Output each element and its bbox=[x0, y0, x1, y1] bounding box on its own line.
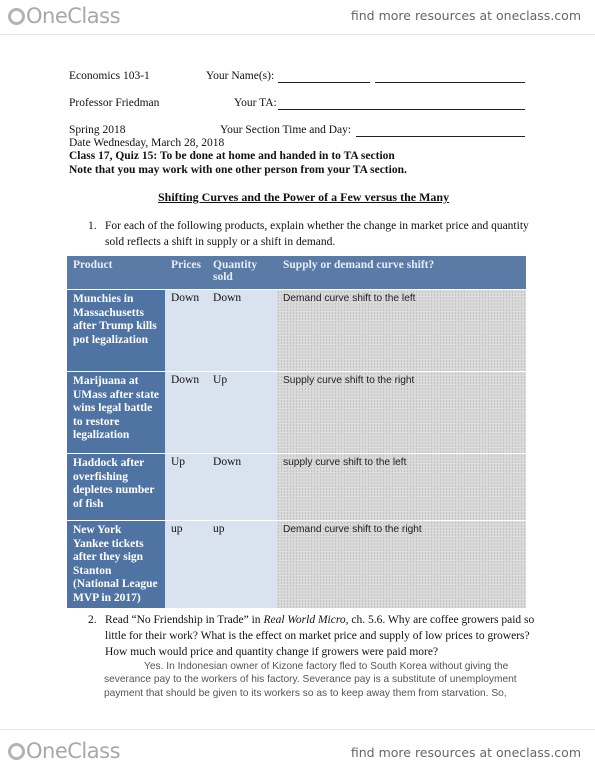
question-2-text bbox=[105, 612, 535, 660]
product-shift-table bbox=[67, 256, 526, 609]
bottom-banner bbox=[0, 729, 595, 770]
find-more-resources-link[interactable]: find more resources at oneclass.com bbox=[350, 8, 581, 23]
prices-cell: up bbox=[165, 521, 207, 609]
question-2-answer: Yes. In Indonesian owner of Kizone factory fled to South Korea without giving the severance pay to the workers of his factory. Severance pay is a substitute of unemployment payment that should be given to its workers so as to keep away them from starvation. So, bbox=[104, 661, 517, 699]
shift-answer-cell[interactable]: Supply curve shift to the right bbox=[277, 372, 526, 454]
table-row bbox=[67, 290, 526, 372]
course-name: Economics 103-1 bbox=[69, 70, 150, 82]
ta-label: Your TA: bbox=[234, 97, 277, 109]
table-row bbox=[67, 372, 526, 454]
date-line: Date Wednesday, March 28, 2018 bbox=[69, 137, 225, 149]
prices-cell: Up bbox=[165, 454, 207, 521]
name-blank-1[interactable] bbox=[278, 82, 370, 83]
shift-answer-cell[interactable]: Demand curve shift to the left bbox=[277, 290, 526, 372]
header-quantity-sold: Quantity sold bbox=[207, 256, 277, 290]
question-2-text-before: Read “No Friendship in Trade” in bbox=[105, 614, 264, 626]
shift-answer-cell[interactable]: supply curve shift to the left bbox=[277, 454, 526, 521]
worksheet-title: Shifting Curves and the Power of a Few versus the Many bbox=[158, 190, 450, 204]
top-banner bbox=[0, 0, 595, 35]
oneclass-logo[interactable] bbox=[8, 4, 120, 28]
product-cell: Haddock after overfishing depletes number of fish bbox=[67, 454, 165, 521]
shift-answer-cell[interactable]: Demand curve shift to the right bbox=[277, 521, 526, 609]
logo-text: OneClass bbox=[26, 739, 121, 763]
find-more-resources-link-bottom[interactable]: find more resources at oneclass.com bbox=[350, 745, 581, 760]
table-header-row bbox=[67, 256, 526, 290]
name-blank-2[interactable] bbox=[375, 82, 525, 83]
name-label: Your Name(s): bbox=[206, 70, 275, 82]
professor-name: Professor Friedman bbox=[69, 97, 160, 109]
quantity-cell: Up bbox=[207, 372, 277, 454]
logo-text: OneClass bbox=[26, 4, 121, 28]
question-1-text: For each of the following products, explain whether the change in market price and quantity sold reflects a shift in supply or a shift in demand. bbox=[105, 220, 529, 248]
section-blank[interactable] bbox=[356, 136, 525, 137]
oneclass-logo-bottom[interactable] bbox=[8, 739, 120, 763]
table-row bbox=[67, 521, 526, 609]
product-cell: Munchies in Massachusetts after Trump kills pot legalization bbox=[67, 290, 165, 372]
ta-blank[interactable] bbox=[278, 109, 525, 110]
header-prices: Prices bbox=[165, 256, 207, 290]
term: Spring 2018 bbox=[69, 124, 126, 136]
oneclass-logo-icon bbox=[8, 743, 25, 760]
question-1-number: 1. bbox=[88, 220, 97, 232]
quantity-cell: up bbox=[207, 521, 277, 609]
quantity-cell: Down bbox=[207, 454, 277, 521]
note-line: Note that you may work with one other person from your TA section. bbox=[69, 164, 407, 176]
oneclass-logo-icon bbox=[8, 8, 25, 25]
product-cell: New York Yankee tickets after they sign Stanton (National League MVP in 2017) bbox=[67, 521, 165, 609]
section-label: Your Section Time and Day: bbox=[220, 124, 352, 136]
quantity-cell: Down bbox=[207, 290, 277, 372]
class-quiz-line: Class 17, Quiz 15: To be done at home and handed in to TA section bbox=[69, 150, 395, 162]
question-2-number: 2. bbox=[88, 614, 97, 626]
question-2-text-after: , ch. 5.6. Why are coffee growers paid so little for their work? What is the effect on market price and supply of low prices to growers? How much would price and quantity change if growers were paid more? bbox=[105, 614, 535, 658]
header-shift: Supply or demand curve shift? bbox=[277, 256, 526, 290]
book-title: Real World Micro bbox=[263, 614, 346, 626]
header-product: Product bbox=[67, 256, 165, 290]
product-cell: Marijuana at UMass after state wins legal battle to restore legalization bbox=[67, 372, 165, 454]
prices-cell: Down bbox=[165, 372, 207, 454]
table-row bbox=[67, 454, 526, 521]
prices-cell: Down bbox=[165, 290, 207, 372]
